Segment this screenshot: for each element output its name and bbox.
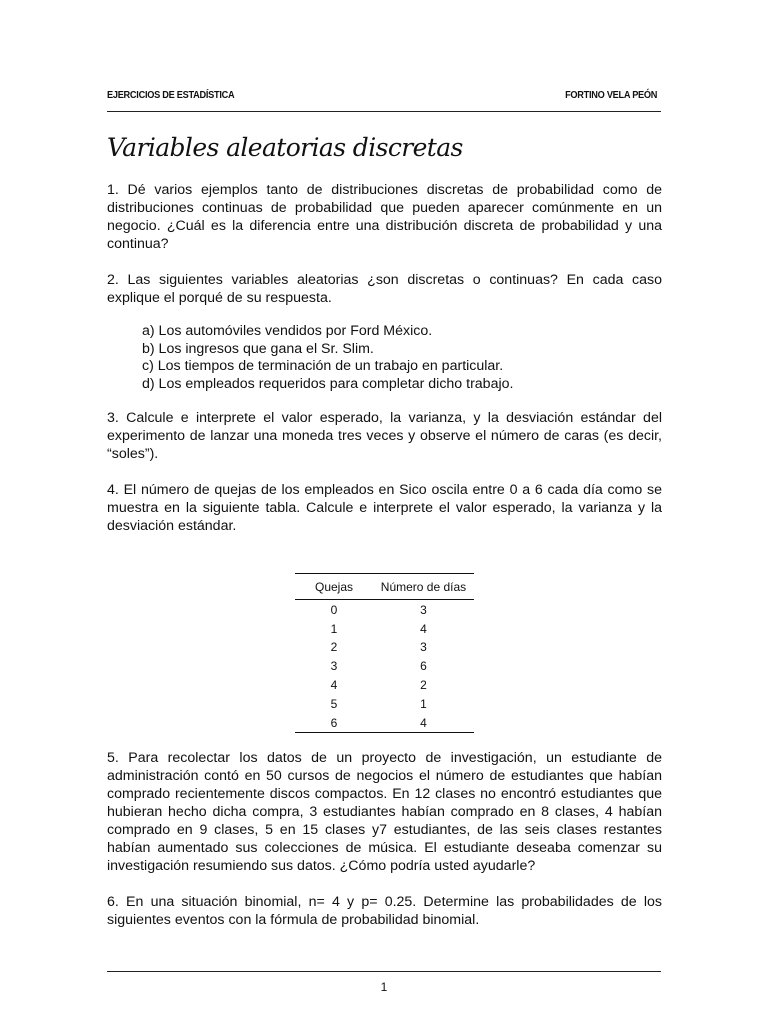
table-cell: 4 bbox=[373, 713, 474, 732]
table-header-days: Número de días bbox=[373, 574, 474, 600]
question-1: 1. Dé varios ejemplos tanto de distribuciones discretas de probabilidad como de distribuciones continuas de probabilidad que pueden aparecer comúnmente en un negocio. ¿Cuál es la diferencia entre una distribución discreta de probabilidad y una continua? bbox=[107, 182, 662, 252]
table-cell: 4 bbox=[330, 677, 338, 692]
page-number: 1 bbox=[380, 980, 388, 994]
table-cell: 2 bbox=[330, 640, 338, 655]
table-cell: 3 bbox=[330, 659, 338, 674]
table-cell: 3 bbox=[420, 640, 427, 655]
table-header-complaints: Quejas bbox=[295, 574, 373, 600]
table-cell: 6 bbox=[420, 659, 427, 674]
header-course-title: EJERCICIOS DE ESTADÍSTICA bbox=[107, 90, 235, 101]
table-cell: 1 bbox=[420, 696, 427, 711]
table-row bbox=[295, 600, 474, 619]
table-cell: 2 bbox=[420, 677, 427, 692]
list-item: b) Los ingresos que gana el Sr. Slim. bbox=[142, 340, 374, 357]
table-cell: 5 bbox=[330, 696, 338, 711]
header-author: FORTINO VELA PEÓN bbox=[565, 90, 658, 101]
table-row bbox=[295, 713, 474, 732]
table-row bbox=[295, 657, 474, 676]
table-row bbox=[295, 694, 474, 713]
list-item: a) Los automóviles vendidos por Ford México. bbox=[142, 323, 433, 339]
page-title: Variables aleatorias discretas bbox=[107, 133, 463, 162]
question-2-list bbox=[107, 323, 662, 393]
question-2: 2. Las siguientes variables aleatorias ¿son discretas o continuas? En cada caso explique el porqué de su respuesta. bbox=[107, 272, 662, 306]
table-cell: 4 bbox=[420, 621, 427, 636]
table-cell: 0 bbox=[330, 602, 338, 617]
table-row bbox=[295, 638, 474, 657]
question-6: 6. En una situación binomial, n= 4 y p= 0.25. Determine las probabilidades de los siguientes eventos con la fórmula de probabilidad binomial. bbox=[107, 893, 662, 928]
document-body bbox=[107, 181, 662, 929]
table-row bbox=[295, 676, 474, 695]
footer-divider bbox=[107, 971, 661, 972]
table-cell: 6 bbox=[295, 713, 373, 732]
page-header bbox=[107, 90, 658, 101]
question-4: 4. El número de quejas de los empleados en Sico oscila entre 0 a 6 cada día como se muestra en la siguiente tabla. Calcule e interprete el valor esperado, la varianza y la desviación estándar. bbox=[107, 482, 662, 535]
question-3: 3. Calcule e interprete el valor esperado, la varianza, y la desviación estándar del experimento de lanzar una moneda tres veces y observe el número de caras (es decir, “soles”). bbox=[107, 410, 662, 463]
complaints-table bbox=[295, 573, 474, 733]
table-cell: 3 bbox=[420, 602, 427, 617]
table-row bbox=[295, 619, 474, 638]
question-5: 5. Para recolectar los datos de un proyecto de investigación, un estudiante de administración contó en 50 cursos de negocios el número de estudiantes que habían comprado recientemente discos compactos. En 12 clases no encontró estudiantes que hubieran hecho dicha compra, 3 estudiantes habían comprado en 8 clases, 4 habían comprado en 9 clases, 5 en 15 clases y7 estudiantes, de las seis clases restantes habían aumentado sus colecciones de música. El estudiante deseaba comenzar su investigación resumiendo sus datos. ¿Cómo podría usted ayudarle? bbox=[107, 749, 662, 874]
list-item: d) Los empleados requeridos para completar dicho trabajo. bbox=[142, 375, 514, 392]
table-cell: 1 bbox=[330, 621, 338, 636]
header-divider bbox=[107, 111, 661, 112]
list-item: c) Los tiempos de terminación de un trabajo en particular. bbox=[142, 358, 504, 375]
